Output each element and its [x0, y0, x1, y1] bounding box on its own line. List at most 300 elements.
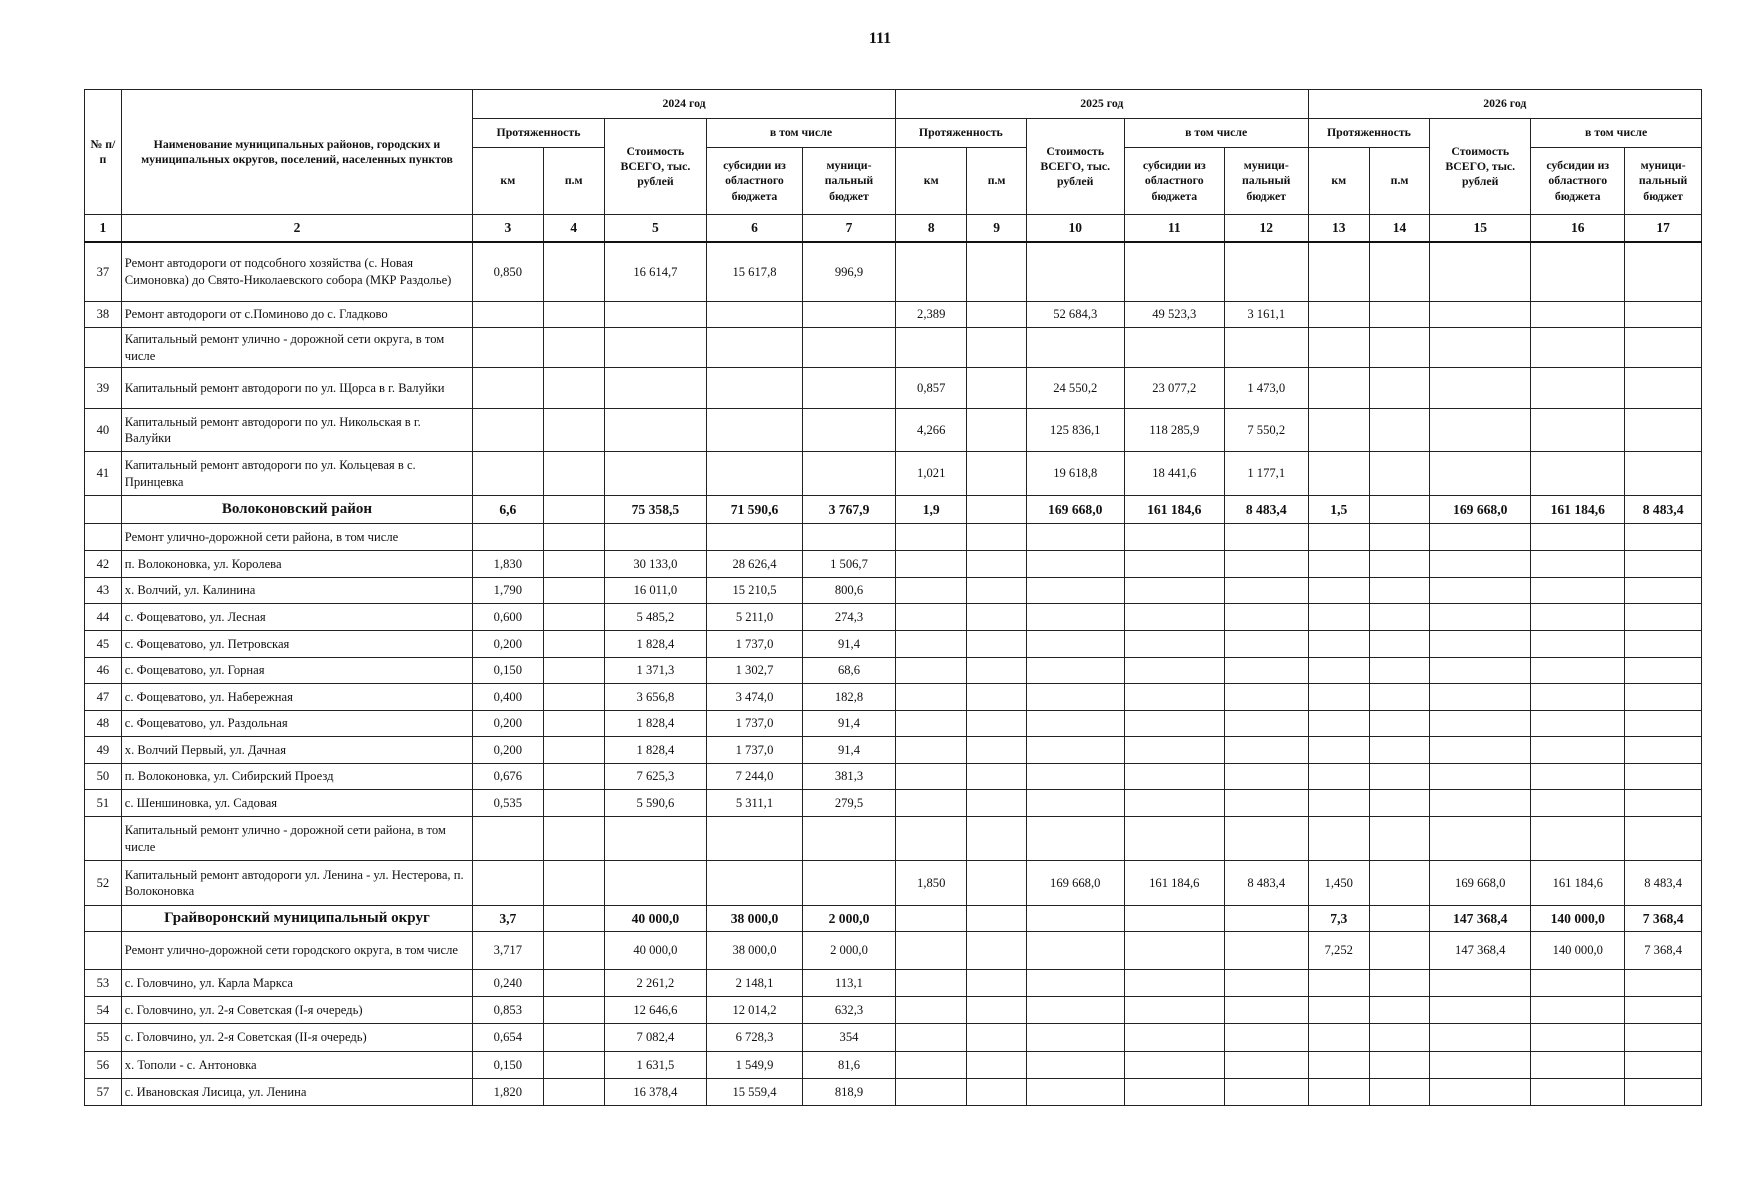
pm-2025-cell	[967, 524, 1026, 551]
subsidy-2025-cell	[1124, 658, 1224, 684]
subsidy-2024-cell: 3 474,0	[706, 684, 802, 711]
row-name-cell: Капитальный ремонт автодороги по ул. Щорса в г. Валуйки	[121, 368, 472, 409]
pm-2025-cell	[967, 368, 1026, 409]
municipal-2026-cell	[1625, 452, 1702, 496]
pm-2024-cell	[543, 932, 604, 970]
subsidy-2026-cell	[1531, 604, 1625, 631]
cost-2024-cell: 2 261,2	[604, 970, 706, 997]
column-number: 8	[895, 215, 966, 242]
km-2025-cell	[895, 684, 966, 711]
cost-2026-cell	[1430, 970, 1531, 997]
subsidy-2024-cell: 1 302,7	[706, 658, 802, 684]
column-number: 11	[1124, 215, 1224, 242]
municipal-2024-cell	[802, 861, 895, 906]
pm-2024-cell	[543, 711, 604, 737]
cost-2026-cell	[1430, 790, 1531, 817]
pm-2024-cell	[543, 1052, 604, 1079]
row-name-cell: п. Волоконовка, ул. Сибирский Проезд	[121, 764, 472, 790]
row-name-cell: с. Фощеватово, ул. Петровская	[121, 631, 472, 658]
subsidy-2026-cell	[1531, 684, 1625, 711]
cost-2025-cell	[1026, 817, 1124, 861]
subsidy-2024-cell: 1 737,0	[706, 711, 802, 737]
row-number-cell: 51	[85, 790, 122, 817]
pm-2026-cell	[1369, 684, 1429, 711]
municipal-2026-cell	[1625, 578, 1702, 604]
municipal-2025-cell	[1224, 631, 1308, 658]
table-row	[85, 631, 1702, 658]
row-name-cell: Капитальный ремонт автодороги по ул. Никольская в г. Валуйки	[121, 409, 472, 452]
municipal-2024-cell: 632,3	[802, 997, 895, 1024]
municipal-2025-cell: 7 550,2	[1224, 409, 1308, 452]
header-length-2024: Протяженность	[473, 119, 605, 148]
km-2024-cell: 0,200	[473, 711, 543, 737]
municipal-2024-cell	[802, 452, 895, 496]
cost-2024-cell: 16 614,7	[604, 242, 706, 302]
cost-2026-cell	[1430, 711, 1531, 737]
pm-2024-cell	[543, 452, 604, 496]
municipal-2025-cell	[1224, 578, 1308, 604]
subsidy-2026-cell	[1531, 790, 1625, 817]
km-2024-cell: 0,400	[473, 684, 543, 711]
km-2026-cell	[1308, 409, 1369, 452]
pm-2025-cell	[967, 452, 1026, 496]
row-name-cell: с. Головчино, ул. 2-я Советская (II-я очередь)	[121, 1024, 472, 1052]
municipal-2026-cell	[1625, 711, 1702, 737]
subsidy-2026-cell	[1531, 524, 1625, 551]
km-2026-cell	[1308, 452, 1369, 496]
pm-2024-cell	[543, 737, 604, 764]
municipal-2024-cell	[802, 524, 895, 551]
cost-2025-cell	[1026, 711, 1124, 737]
km-2024-cell: 0,853	[473, 997, 543, 1024]
row-number-cell	[85, 496, 122, 524]
km-2026-cell	[1308, 524, 1369, 551]
municipal-2026-cell: 8 483,4	[1625, 496, 1702, 524]
table-row	[85, 764, 1702, 790]
row-number-cell: 53	[85, 970, 122, 997]
pm-2025-cell	[967, 551, 1026, 578]
km-2026-cell: 1,5	[1308, 496, 1369, 524]
subsidy-2026-cell	[1531, 631, 1625, 658]
pm-2026-cell	[1369, 790, 1429, 817]
subsidy-2025-cell	[1124, 817, 1224, 861]
km-2025-cell	[895, 631, 966, 658]
row-name-cell: Капитальный ремонт улично - дорожной сети района, в том числе	[121, 817, 472, 861]
row-name-cell: п. Волоконовка, ул. Королева	[121, 551, 472, 578]
municipal-2024-cell: 818,9	[802, 1079, 895, 1106]
pm-2025-cell	[967, 906, 1026, 932]
km-2026-cell	[1308, 684, 1369, 711]
pm-2025-cell	[967, 861, 1026, 906]
cost-2024-cell	[604, 452, 706, 496]
cost-2024-cell: 12 646,6	[604, 997, 706, 1024]
subsidy-2026-cell	[1531, 711, 1625, 737]
table-row	[85, 861, 1702, 906]
municipal-2024-cell	[802, 817, 895, 861]
subsidy-2024-cell: 15 617,8	[706, 242, 802, 302]
municipal-2024-cell: 274,3	[802, 604, 895, 631]
subsidy-2025-cell	[1124, 970, 1224, 997]
cost-2025-cell	[1026, 658, 1124, 684]
km-2025-cell	[895, 1024, 966, 1052]
cost-2026-cell	[1430, 764, 1531, 790]
km-2026-cell: 7,3	[1308, 906, 1369, 932]
km-2025-cell	[895, 242, 966, 302]
pm-2025-cell	[967, 328, 1026, 368]
municipal-2025-cell	[1224, 737, 1308, 764]
pm-2024-cell	[543, 409, 604, 452]
subsidy-2025-cell	[1124, 578, 1224, 604]
cost-2025-cell	[1026, 906, 1124, 932]
subsidy-2025-cell	[1124, 711, 1224, 737]
cost-2026-cell	[1430, 1052, 1531, 1079]
row-number-cell: 38	[85, 302, 122, 328]
subsidy-2024-cell	[706, 524, 802, 551]
column-number: 4	[543, 215, 604, 242]
column-number: 16	[1531, 215, 1625, 242]
cost-2025-cell	[1026, 551, 1124, 578]
header-municipal: муници-пальный бюджет	[802, 148, 895, 215]
subsidy-2025-cell: 18 441,6	[1124, 452, 1224, 496]
municipal-2024-cell: 113,1	[802, 970, 895, 997]
municipal-2026-cell	[1625, 658, 1702, 684]
table-row	[85, 242, 1702, 302]
municipal-2025-cell: 8 483,4	[1224, 496, 1308, 524]
pm-2025-cell	[967, 684, 1026, 711]
subsidy-2026-cell	[1531, 551, 1625, 578]
cost-2024-cell: 30 133,0	[604, 551, 706, 578]
municipal-2024-cell: 2 000,0	[802, 932, 895, 970]
subsidy-2024-cell: 1 737,0	[706, 631, 802, 658]
pm-2026-cell	[1369, 906, 1429, 932]
municipal-2025-cell	[1224, 764, 1308, 790]
km-2026-cell	[1308, 711, 1369, 737]
cost-2024-cell	[604, 328, 706, 368]
pm-2026-cell	[1369, 737, 1429, 764]
column-number: 2	[121, 215, 472, 242]
cost-2024-cell: 1 828,4	[604, 737, 706, 764]
pm-2025-cell	[967, 997, 1026, 1024]
pm-2025-cell	[967, 970, 1026, 997]
pm-2024-cell	[543, 970, 604, 997]
pm-2026-cell	[1369, 604, 1429, 631]
cost-2026-cell	[1430, 328, 1531, 368]
pm-2024-cell	[543, 328, 604, 368]
table-row	[85, 711, 1702, 737]
row-number-cell: 46	[85, 658, 122, 684]
municipal-2026-cell	[1625, 631, 1702, 658]
km-2026-cell: 1,450	[1308, 861, 1369, 906]
subsidy-2026-cell: 161 184,6	[1531, 496, 1625, 524]
municipal-2026-cell	[1625, 302, 1702, 328]
municipal-2026-cell	[1625, 409, 1702, 452]
km-2025-cell	[895, 1079, 966, 1106]
municipal-2026-cell	[1625, 368, 1702, 409]
municipal-2026-cell	[1625, 1024, 1702, 1052]
table-row	[85, 368, 1702, 409]
cost-2026-cell: 147 368,4	[1430, 906, 1531, 932]
cost-2026-cell	[1430, 658, 1531, 684]
row-number-cell	[85, 817, 122, 861]
cost-2026-cell	[1430, 997, 1531, 1024]
km-2026-cell	[1308, 631, 1369, 658]
header-km: км	[895, 148, 966, 215]
km-2024-cell: 0,654	[473, 1024, 543, 1052]
pm-2025-cell	[967, 496, 1026, 524]
cost-2024-cell	[604, 817, 706, 861]
pm-2025-cell	[967, 578, 1026, 604]
km-2025-cell	[895, 906, 966, 932]
cost-2024-cell: 5 485,2	[604, 604, 706, 631]
subsidy-2024-cell: 38 000,0	[706, 906, 802, 932]
km-2026-cell	[1308, 578, 1369, 604]
subsidy-2025-cell	[1124, 764, 1224, 790]
municipal-2024-cell: 2 000,0	[802, 906, 895, 932]
km-2026-cell	[1308, 658, 1369, 684]
row-number-cell	[85, 906, 122, 932]
subsidy-2026-cell	[1531, 328, 1625, 368]
pm-2025-cell	[967, 711, 1026, 737]
pm-2026-cell	[1369, 1052, 1429, 1079]
pm-2026-cell	[1369, 997, 1429, 1024]
km-2025-cell	[895, 737, 966, 764]
subsidy-2025-cell	[1124, 1052, 1224, 1079]
cost-2026-cell	[1430, 631, 1531, 658]
km-2025-cell: 1,9	[895, 496, 966, 524]
pm-2024-cell	[543, 861, 604, 906]
subsidy-2024-cell	[706, 452, 802, 496]
municipal-2026-cell	[1625, 817, 1702, 861]
municipal-2024-cell: 81,6	[802, 1052, 895, 1079]
cost-2026-cell	[1430, 578, 1531, 604]
subsidy-2025-cell	[1124, 684, 1224, 711]
km-2024-cell	[473, 524, 543, 551]
cost-2025-cell	[1026, 1079, 1124, 1106]
km-2024-cell	[473, 302, 543, 328]
header-name: Наименование муниципальных районов, городских и муниципальных округов, поселений, населенных пунктов	[121, 90, 472, 215]
cost-2024-cell	[604, 302, 706, 328]
subsidy-2024-cell: 28 626,4	[706, 551, 802, 578]
subsidy-2026-cell	[1531, 1024, 1625, 1052]
header-pm: п.м	[543, 148, 604, 215]
municipal-2026-cell	[1625, 328, 1702, 368]
km-2024-cell	[473, 861, 543, 906]
km-2026-cell	[1308, 1024, 1369, 1052]
municipal-2025-cell	[1224, 684, 1308, 711]
cost-2026-cell	[1430, 737, 1531, 764]
subsidy-2025-cell: 161 184,6	[1124, 496, 1224, 524]
cost-2026-cell	[1430, 242, 1531, 302]
km-2026-cell	[1308, 997, 1369, 1024]
cost-2024-cell: 5 590,6	[604, 790, 706, 817]
cost-2025-cell	[1026, 242, 1124, 302]
pm-2026-cell	[1369, 242, 1429, 302]
km-2026-cell	[1308, 604, 1369, 631]
km-2024-cell: 0,200	[473, 631, 543, 658]
subsidy-2025-cell	[1124, 242, 1224, 302]
header-incl-2024: в том числе	[706, 119, 895, 148]
column-number: 1	[85, 215, 122, 242]
km-2025-cell	[895, 932, 966, 970]
subsidy-2026-cell	[1531, 997, 1625, 1024]
km-2025-cell	[895, 790, 966, 817]
header-incl-2026: в том числе	[1531, 119, 1702, 148]
column-number: 5	[604, 215, 706, 242]
cost-2024-cell: 40 000,0	[604, 906, 706, 932]
pm-2026-cell	[1369, 409, 1429, 452]
subsidy-2026-cell	[1531, 1052, 1625, 1079]
pm-2026-cell	[1369, 1079, 1429, 1106]
subsidy-2026-cell: 161 184,6	[1531, 861, 1625, 906]
table-body	[85, 242, 1702, 1106]
header-subsidy: субсидии из областного бюджета	[1531, 148, 1625, 215]
pm-2025-cell	[967, 790, 1026, 817]
row-name-cell: Капитальный ремонт улично - дорожной сети округа, в том числе	[121, 328, 472, 368]
pm-2024-cell	[543, 658, 604, 684]
pm-2026-cell	[1369, 302, 1429, 328]
table-row	[85, 1024, 1702, 1052]
row-name-cell: с. Головчино, ул. Карла Маркса	[121, 970, 472, 997]
header-municipal: муници-пальный бюджет	[1224, 148, 1308, 215]
header-year-2026: 2026 год	[1308, 90, 1701, 119]
cost-2025-cell	[1026, 737, 1124, 764]
municipal-2025-cell	[1224, 1052, 1308, 1079]
row-number-cell: 52	[85, 861, 122, 906]
cost-2024-cell: 16 011,0	[604, 578, 706, 604]
subsidy-2025-cell: 49 523,3	[1124, 302, 1224, 328]
cost-2026-cell	[1430, 551, 1531, 578]
pm-2025-cell	[967, 737, 1026, 764]
cost-2025-cell: 52 684,3	[1026, 302, 1124, 328]
cost-2024-cell	[604, 861, 706, 906]
km-2025-cell	[895, 1052, 966, 1079]
subsidy-2025-cell: 161 184,6	[1124, 861, 1224, 906]
subsidy-2024-cell	[706, 861, 802, 906]
table-row	[85, 997, 1702, 1024]
subsidy-2025-cell	[1124, 524, 1224, 551]
km-2024-cell: 1,820	[473, 1079, 543, 1106]
cost-2025-cell	[1026, 970, 1124, 997]
km-2024-cell: 0,850	[473, 242, 543, 302]
row-number-cell	[85, 524, 122, 551]
subsidy-2025-cell	[1124, 551, 1224, 578]
column-number: 14	[1369, 215, 1429, 242]
municipal-2026-cell	[1625, 604, 1702, 631]
table-row	[85, 409, 1702, 452]
pm-2025-cell	[967, 817, 1026, 861]
municipal-2024-cell: 279,5	[802, 790, 895, 817]
subsidy-2024-cell	[706, 302, 802, 328]
roads-table	[84, 89, 1702, 1106]
pm-2026-cell	[1369, 368, 1429, 409]
header-length-2026: Протяженность	[1308, 119, 1430, 148]
pm-2026-cell	[1369, 631, 1429, 658]
municipal-2025-cell	[1224, 906, 1308, 932]
km-2026-cell	[1308, 970, 1369, 997]
column-number: 13	[1308, 215, 1369, 242]
cost-2025-cell	[1026, 631, 1124, 658]
row-number-cell: 40	[85, 409, 122, 452]
km-2026-cell: 7,252	[1308, 932, 1369, 970]
km-2024-cell	[473, 368, 543, 409]
subsidy-2024-cell: 12 014,2	[706, 997, 802, 1024]
municipal-2026-cell	[1625, 764, 1702, 790]
pm-2024-cell	[543, 368, 604, 409]
cost-2025-cell	[1026, 997, 1124, 1024]
km-2026-cell	[1308, 242, 1369, 302]
table-row	[85, 817, 1702, 861]
row-name-cell: х. Тополи - с. Антоновка	[121, 1052, 472, 1079]
pm-2024-cell	[543, 997, 604, 1024]
pm-2026-cell	[1369, 711, 1429, 737]
km-2025-cell	[895, 604, 966, 631]
municipal-2025-cell	[1224, 1024, 1308, 1052]
municipal-2025-cell	[1224, 242, 1308, 302]
header-incl-2025: в том числе	[1124, 119, 1308, 148]
subsidy-2024-cell: 5 211,0	[706, 604, 802, 631]
km-2024-cell: 0,535	[473, 790, 543, 817]
row-name-cell: с. Ивановская Лисица, ул. Ленина	[121, 1079, 472, 1106]
row-name-cell: с. Фощеватово, ул. Набережная	[121, 684, 472, 711]
km-2024-cell: 0,240	[473, 970, 543, 997]
municipal-2024-cell: 91,4	[802, 737, 895, 764]
subsidy-2025-cell	[1124, 737, 1224, 764]
cost-2025-cell	[1026, 684, 1124, 711]
row-name-cell: Грайворонский муниципальный округ	[121, 906, 472, 932]
pm-2024-cell	[543, 790, 604, 817]
km-2024-cell: 6,6	[473, 496, 543, 524]
cost-2024-cell: 1 828,4	[604, 631, 706, 658]
cost-2024-cell: 3 656,8	[604, 684, 706, 711]
pm-2024-cell	[543, 817, 604, 861]
header-municipal: муници-пальный бюджет	[1625, 148, 1702, 215]
cost-2025-cell	[1026, 764, 1124, 790]
subsidy-2025-cell	[1124, 932, 1224, 970]
subsidy-2026-cell	[1531, 409, 1625, 452]
subsidy-2025-cell	[1124, 997, 1224, 1024]
cost-2024-cell	[604, 524, 706, 551]
municipal-2024-cell: 996,9	[802, 242, 895, 302]
municipal-2025-cell	[1224, 524, 1308, 551]
km-2026-cell	[1308, 790, 1369, 817]
cost-2026-cell: 147 368,4	[1430, 932, 1531, 970]
km-2024-cell	[473, 452, 543, 496]
subsidy-2025-cell	[1124, 1079, 1224, 1106]
municipal-2024-cell	[802, 368, 895, 409]
header-year-2025: 2025 год	[895, 90, 1308, 119]
header-pm: п.м	[967, 148, 1026, 215]
cost-2026-cell	[1430, 302, 1531, 328]
table-row	[85, 1079, 1702, 1106]
cost-2024-cell: 16 378,4	[604, 1079, 706, 1106]
pm-2024-cell	[543, 242, 604, 302]
municipal-2024-cell: 91,4	[802, 711, 895, 737]
cost-2024-cell: 1 631,5	[604, 1052, 706, 1079]
municipal-2024-cell: 91,4	[802, 631, 895, 658]
municipal-2025-cell	[1224, 328, 1308, 368]
subsidy-2026-cell	[1531, 452, 1625, 496]
municipal-2026-cell	[1625, 524, 1702, 551]
row-number-cell: 50	[85, 764, 122, 790]
row-name-cell: Капитальный ремонт автодороги ул. Ленина - ул. Нестерова, п. Волоконовка	[121, 861, 472, 906]
pm-2024-cell	[543, 906, 604, 932]
cost-2026-cell	[1430, 368, 1531, 409]
km-2024-cell: 0,150	[473, 658, 543, 684]
pm-2026-cell	[1369, 970, 1429, 997]
column-number: 12	[1224, 215, 1308, 242]
column-number: 15	[1430, 215, 1531, 242]
pm-2025-cell	[967, 302, 1026, 328]
